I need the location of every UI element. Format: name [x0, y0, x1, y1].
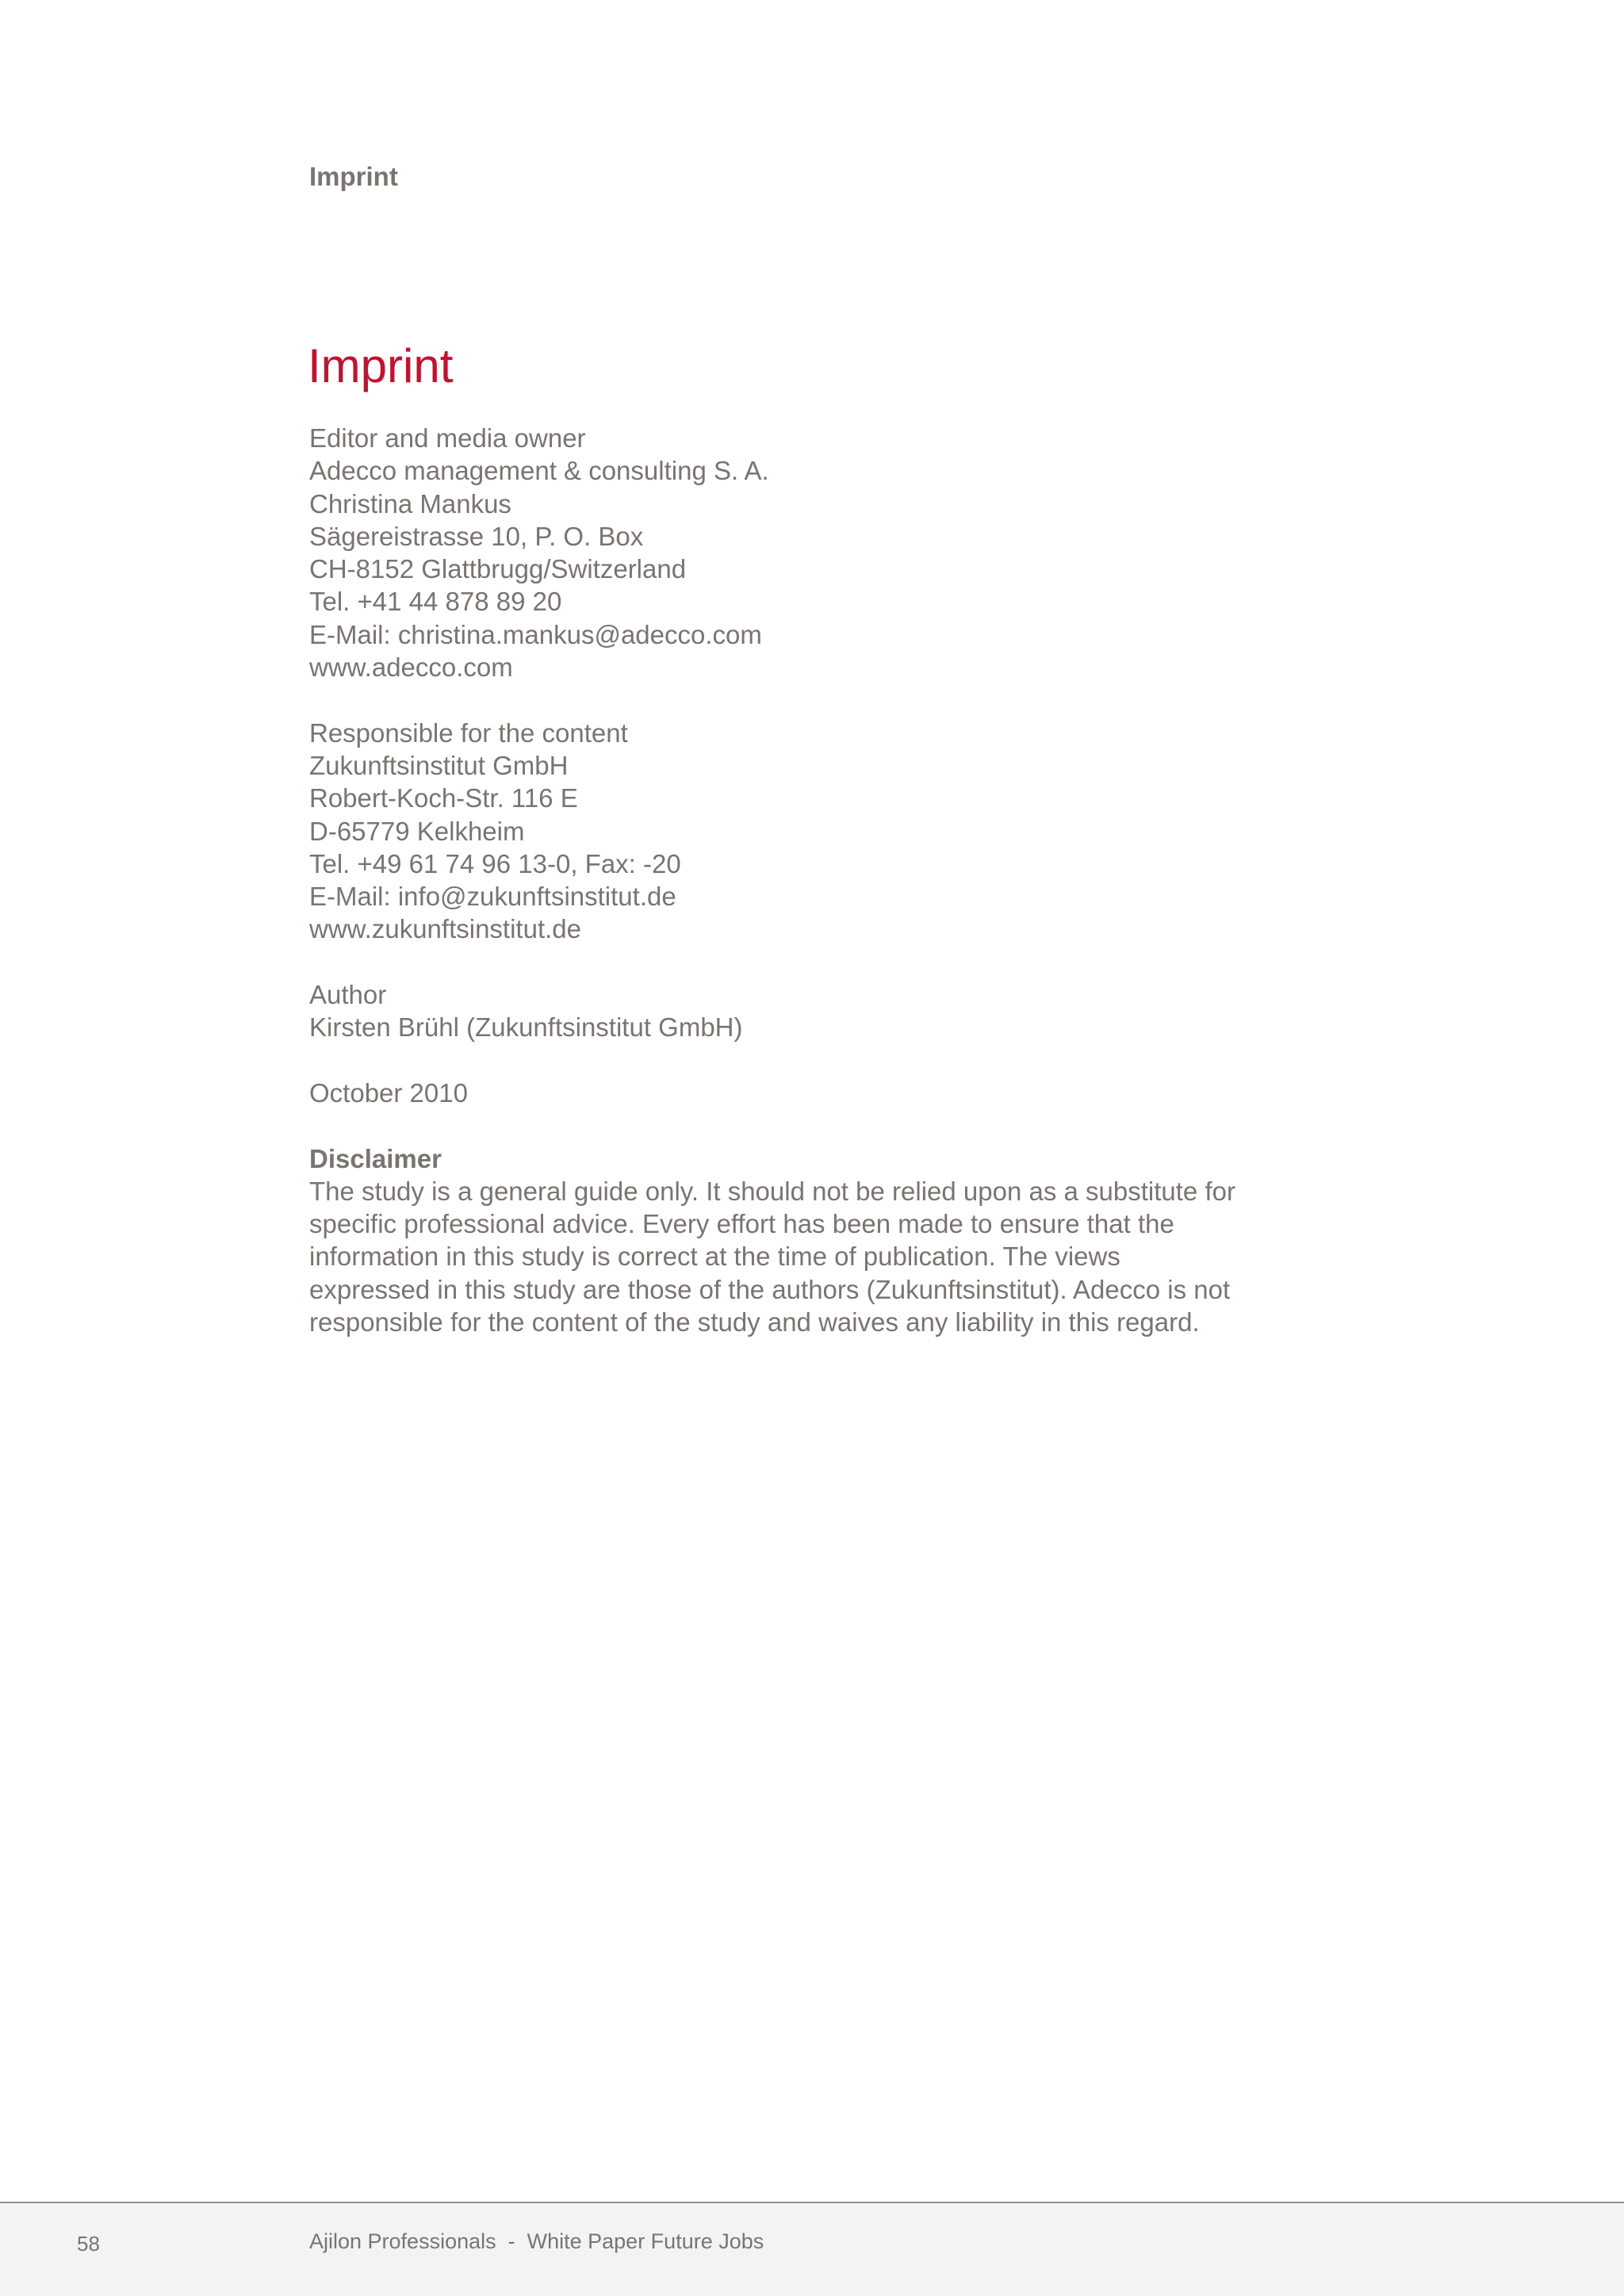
disclaimer-heading: Disclaimer — [309, 1143, 442, 1173]
running-head: Imprint — [309, 162, 398, 191]
page-title: Imprint — [308, 339, 454, 392]
content-responsible-heading: Responsible for the content — [309, 718, 628, 748]
author-block — [309, 978, 1245, 1044]
content-responsible-email: E-Mail: info@zukunftsinstitut.de — [309, 882, 676, 912]
content-responsible-block — [309, 717, 1245, 946]
disclaimer-text: The study is a general guide only. It should not be relied upon as a substitute for specific professional advice. Every effort has been made to ensure that the information in this study is correct at the time of publication. The views expressed in this study are those of the authors (Zukunftsinstitut). Adecco is not responsible for the content of the study and waives any liability in this regard. — [309, 1176, 1235, 1337]
page-footer — [0, 2202, 1624, 2296]
date-block — [309, 1077, 1245, 1109]
editor-street: Sägereistrasse 10, P. O. Box — [309, 521, 644, 551]
content-responsible-website: www.zukunftsinstitut.de — [309, 914, 581, 944]
editor-company: Adecco management & consulting S. A. — [309, 456, 769, 486]
page-number: 58 — [77, 2232, 100, 2256]
disclaimer-block — [309, 1142, 1245, 1339]
author-name: Kirsten Brühl (Zukunftsinstitut GmbH) — [309, 1012, 743, 1043]
content-responsible-street: Robert-Koch-Str. 116 E — [309, 783, 578, 813]
editor-website: www.adecco.com — [309, 652, 513, 683]
content-responsible-company: Zukunftsinstitut GmbH — [309, 750, 569, 780]
editor-city: CH-8152 Glattbrugg/Switzerland — [309, 554, 687, 584]
footer-publication-title: Ajilon Professionals - White Paper Future Jobs — [309, 2229, 764, 2253]
editor-phone: Tel. +41 44 878 89 20 — [309, 587, 562, 617]
content-responsible-phone: Tel. +49 61 74 96 13-0, Fax: -20 — [309, 848, 681, 878]
author-heading: Author — [309, 980, 387, 1010]
editor-email: E-Mail: christina.mankus@adecco.com — [309, 619, 762, 649]
editor-heading: Editor and media owner — [309, 423, 586, 453]
imprint-content — [309, 422, 1245, 1372]
publication-date: October 2010 — [309, 1077, 468, 1108]
editor-contact-name: Christina Mankus — [309, 488, 511, 519]
editor-block — [309, 422, 1245, 683]
content-responsible-city: D-65779 Kelkheim — [309, 816, 525, 846]
